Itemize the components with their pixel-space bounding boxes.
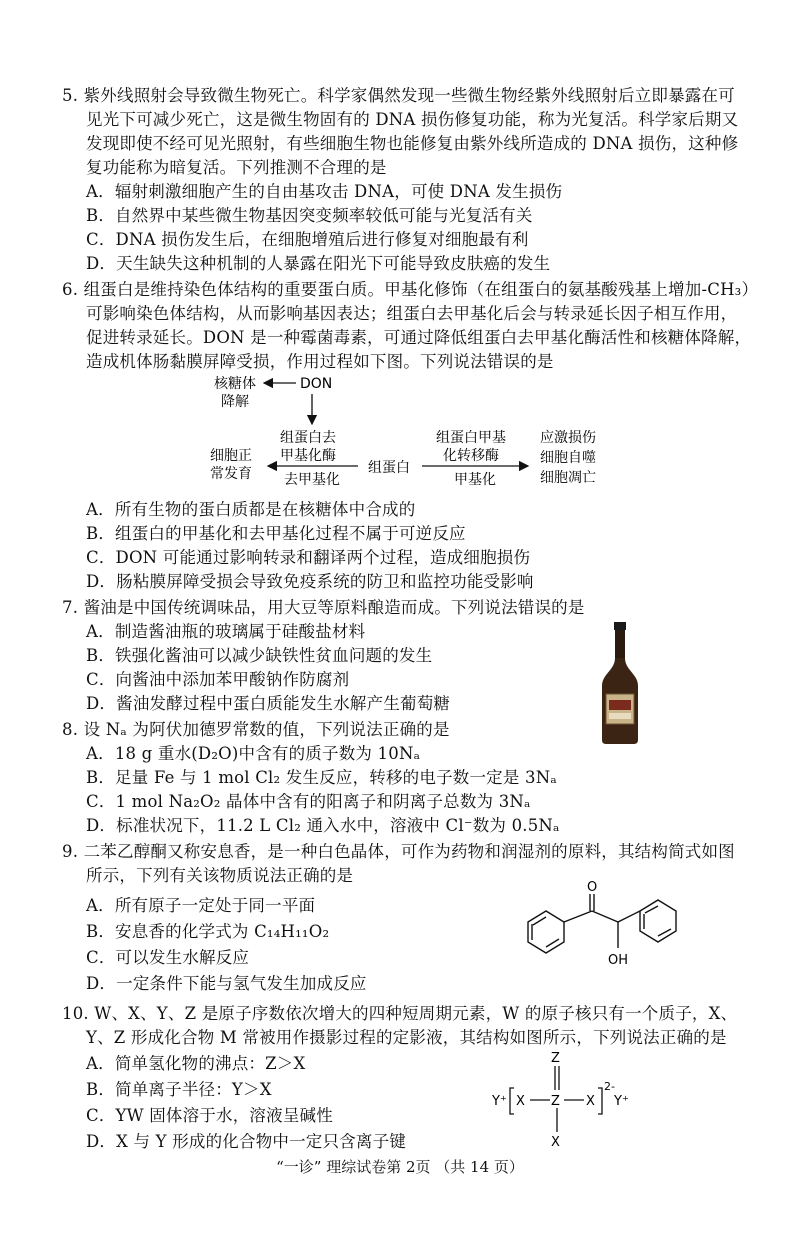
q10-option-d: D．X 与 Y 形成的化合物中一定只含离子键 — [86, 1132, 407, 1151]
q7-option-d: D．酱油发酵过程中蛋白质能发生水解产生葡萄糖 — [86, 694, 451, 713]
q9-option-c: C．可以发生水解反应 — [86, 948, 250, 967]
q9-line-1: 9. 二苯乙醇酮又称安息香，是一种白色晶体，可作为药物和润湿剂的原料，其结构简式如图 — [62, 842, 735, 861]
center-z-label: Z — [551, 1094, 560, 1109]
q5-option-d: D．天生缺失这种机制的人暴露在阳光下可能导致皮肤癌的发生 — [86, 254, 551, 273]
q7-line-1: 7. 酱油是中国传统调味品，用大豆等原料酿造而成。下列说法错误的是 — [62, 598, 585, 617]
q7-option-a: A．制造酱油瓶的玻璃属于硅酸盐材料 — [86, 622, 366, 641]
don-label: DON — [300, 376, 333, 392]
q10-line-2: Y、Z 形成化合物 M 常被用作摄影过程的定影液，其结构如图所示，下列说法正确的是 — [86, 1028, 727, 1047]
demethylase-label-1: 组蛋白去 — [280, 430, 336, 446]
ribosome-label-1: 核糖体 — [214, 376, 256, 392]
normal-development-2: 常发育 — [210, 466, 252, 482]
soy-sauce-bottle-image — [596, 620, 644, 746]
left-x-label: X — [516, 1094, 525, 1109]
right-y-plus: Y⁺ — [614, 1094, 629, 1109]
q6-option-a: A．所有生物的蛋白质都是在核糖体中合成的 — [86, 500, 416, 519]
damage-label-1: 应激损伤 — [540, 430, 596, 446]
q10-option-a: A．简单氢化物的沸点：Z＞X — [86, 1054, 306, 1073]
q8-option-d: D．标准状况下，11.2 L Cl₂ 通入水中，溶液中 Cl⁻数为 0.5Nₐ — [86, 816, 560, 835]
q5-option-a: A．辐射刺激细胞产生的自由基攻击 DNA，可使 DNA 发生损伤 — [86, 182, 563, 201]
q8-line-1: 8. 设 Nₐ 为阿伏加德罗常数的值，下列说法正确的是 — [62, 720, 450, 739]
demethylase-label-2: 甲基化酶 — [280, 448, 336, 464]
q6-line-4: 造成机体肠黏膜屏障受损，作用过程如下图。下列说法错误的是 — [86, 352, 554, 371]
right-x-label: X — [586, 1094, 595, 1109]
q7-option-b: B．铁强化酱油可以减少缺铁性贫血问题的发生 — [86, 646, 433, 665]
q5-line-3: 发现即使不经可见光照射，有些细胞生物也能修复由紫外线所造成的 DNA 损伤，这种修 — [86, 134, 739, 153]
q6-line-2: 可影响染色体结构，从而影响基因表达；组蛋白去甲基化后会与转录延长因子相互作用， — [86, 304, 738, 323]
q5-line-4: 复功能称为暗复活。下列推测不合理的是 — [86, 158, 387, 177]
q10-option-c: C．YW 固体溶于水，溶液呈碱性 — [86, 1106, 333, 1125]
q8-option-a: A．18 g 重水(D₂O)中含有的质子数为 10Nₐ — [86, 744, 421, 763]
q10-line-1: 10. W、X、Y、Z 是原子序数依次增大的四种短周期元素，W 的原子核只有一个质子，X、 — [62, 1004, 738, 1023]
left-y-plus: Y⁺ — [492, 1094, 507, 1109]
q5-option-c: C．DNA 损伤发生后，在细胞增殖后进行修复对细胞最有利 — [86, 230, 529, 249]
q6-line-3: 促进转录延长。DON 是一种霉菌毒素，可通过降低组蛋白去甲基化酶活性和核糖体降解， — [86, 328, 752, 347]
q5-option-b: B．自然界中某些微生物基因突变频率较低可能与光复活有关 — [86, 206, 533, 225]
q9-option-b: B．安息香的化学式为 C₁₄H₁₁O₂ — [86, 922, 330, 941]
q10-option-b: B．简单离子半径：Y＞X — [86, 1080, 272, 1099]
q6-option-b: B．组蛋白的甲基化和去甲基化过程不属于可逆反应 — [86, 524, 466, 543]
damage-label-2: 细胞自噬 — [540, 450, 596, 466]
histone-label: 组蛋白 — [368, 460, 410, 476]
q5-line-1: 5. 紫外线照射会导致微生物死亡。科学家偶然发现一些微生物经紫外线照射后立即暴露在可 — [62, 86, 735, 105]
methyltransferase-label-2: 化转移酶 — [443, 448, 499, 464]
charge-label: 2- — [604, 1080, 615, 1093]
normal-development-1: 细胞正 — [210, 448, 252, 464]
q6-option-d: D．肠粘膜屏障受损会导致免疫系统的防卫和监控功能受影响 — [86, 572, 534, 591]
q8-option-c: C．1 mol Na₂O₂ 晶体中含有的阳离子和阴离子总数为 3Nₐ — [86, 792, 531, 811]
bottom-x-label: X — [551, 1135, 560, 1150]
page-footer: “一诊” 理综试卷第 2页 （共 14 页） — [276, 1158, 524, 1176]
compound-m-structure — [492, 1050, 672, 1150]
q6-option-c: C．DON 可能通过影响转录和翻译两个过程，造成细胞损伤 — [86, 548, 531, 567]
q9-option-a: A．所有原子一定处于同一平面 — [86, 896, 316, 915]
carbonyl-o-label: O — [587, 880, 598, 895]
q9-option-d: D．一定条件下能与氢气发生加成反应 — [86, 974, 367, 993]
q5-line-2: 见光下可减少死亡，这是微生物固有的 DNA 损伤修复功能，称为光复活。科学家后期又 — [86, 110, 739, 129]
hydroxyl-label: OH — [608, 953, 629, 968]
methylation-label: 甲基化 — [454, 472, 496, 488]
q6-pathway-diagram — [200, 372, 620, 502]
q9-line-2: 所示，下列有关该物质说法正确的是 — [86, 866, 354, 885]
methyltransferase-label-1: 组蛋白甲基 — [436, 430, 506, 446]
top-z-label: Z — [551, 1051, 560, 1066]
q7-option-c: C．向酱油中添加苯甲酸钠作防腐剂 — [86, 670, 350, 689]
q8-option-b: B．足量 Fe 与 1 mol Cl₂ 发生反应，转移的电子数一定是 3Nₐ — [86, 768, 557, 787]
damage-label-3: 细胞凋亡 — [540, 470, 596, 486]
ribosome-label-2: 降解 — [221, 394, 249, 410]
demethylation-label: 去甲基化 — [284, 472, 340, 488]
benzoin-structure — [510, 880, 710, 980]
q6-line-1: 6. 组蛋白是维持染色体结构的重要蛋白质。甲基化修饰（在组蛋白的氨基酸残基上增加-CH₃） — [62, 280, 759, 299]
